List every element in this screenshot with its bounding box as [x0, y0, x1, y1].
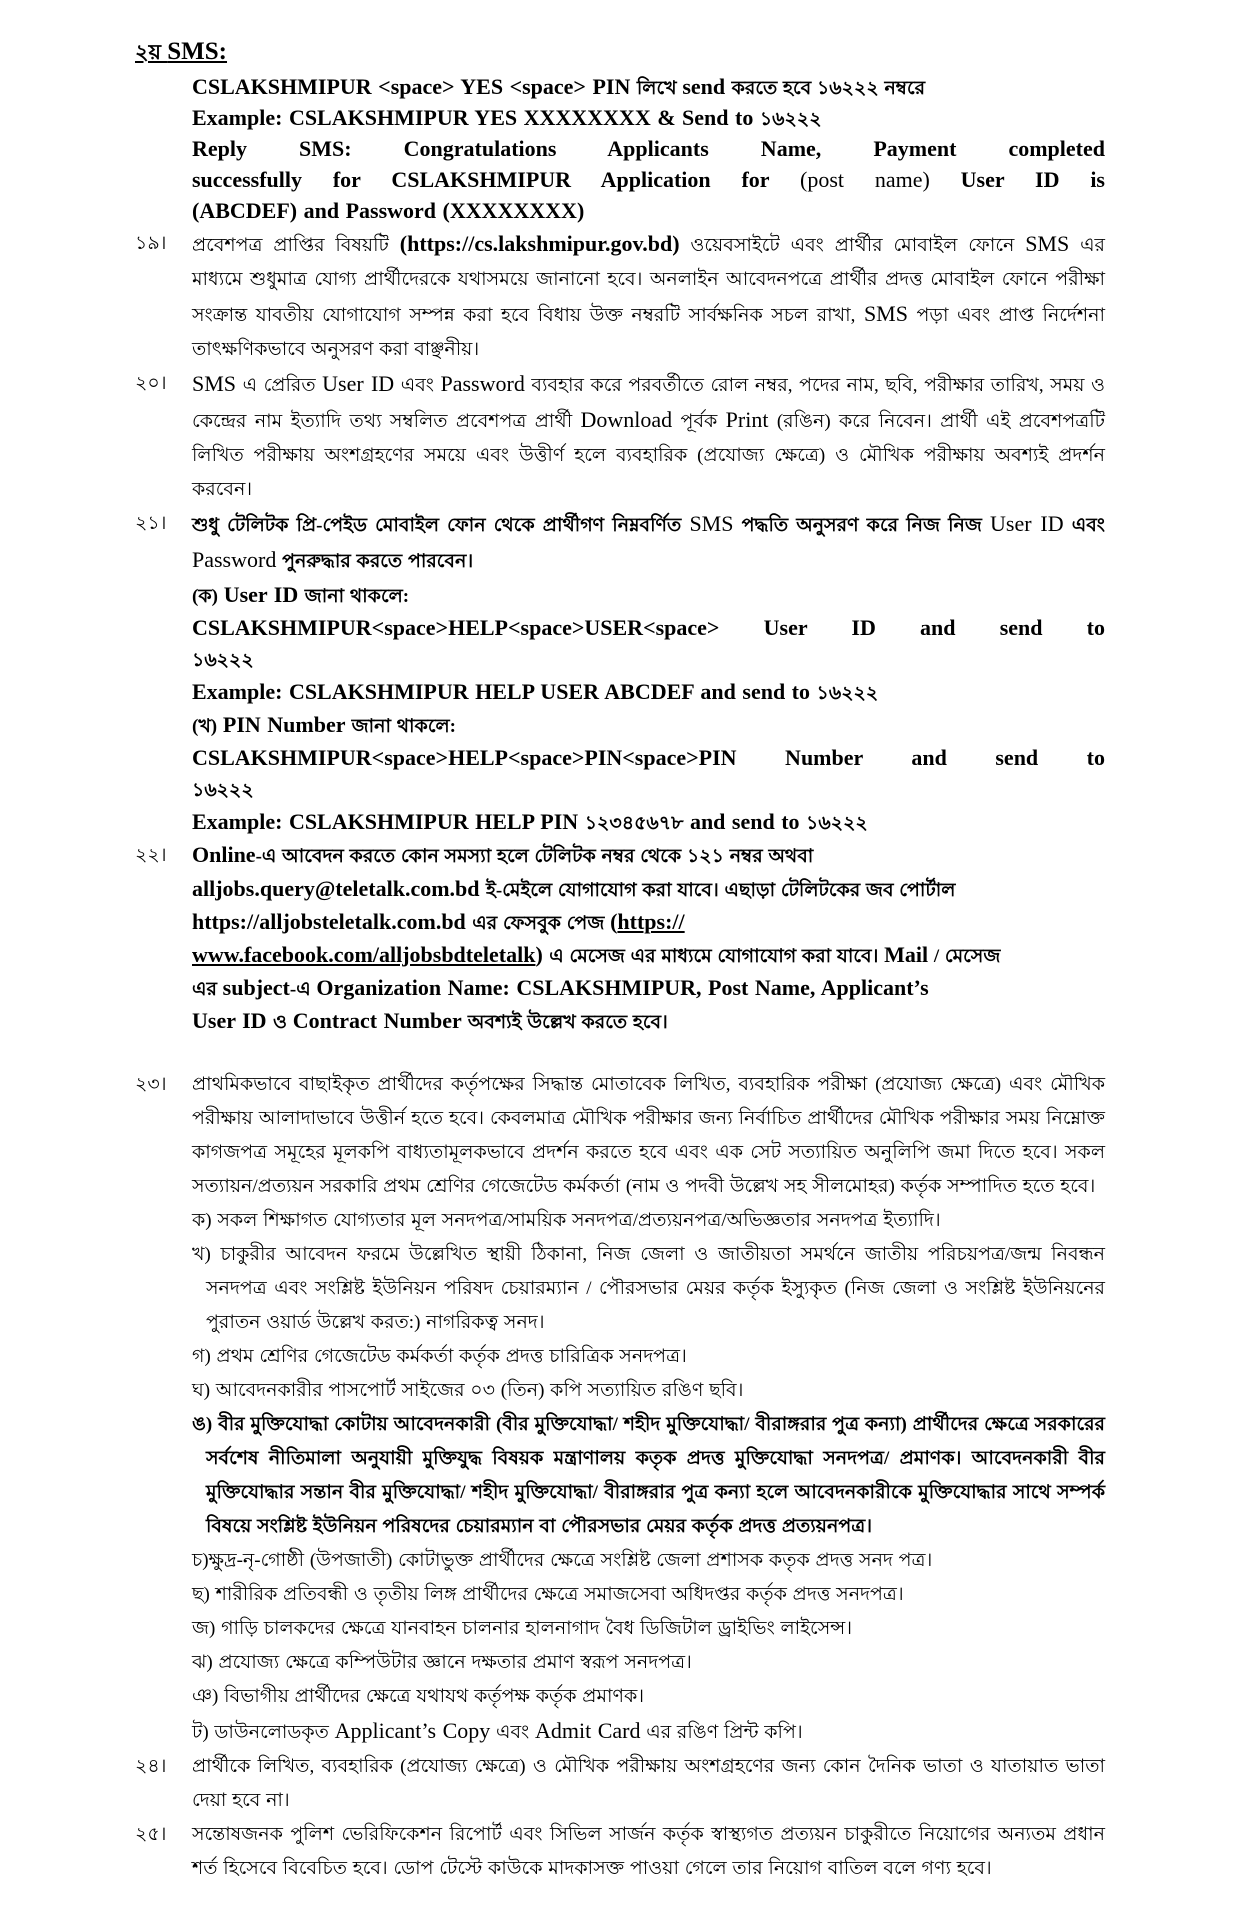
bangla-text: ১৬২২২ — [806, 813, 868, 834]
bangla-text: পড়া এবং প্রাপ্ত নির্দেশনা তাৎক্ষণিকভাবে অনুসরণ করা বাঞ্ছনীয়। — [192, 305, 1105, 360]
bangla-text: ঞ) বিভাগীয় প্রার্থীদের ক্ষেত্রে যথাযথ কর্তৃপক্ষ কর্তৃক প্রমাণক। — [192, 1686, 645, 1707]
bangla-text: ক) সকল শিক্ষাগত যোগ্যতার মূল সনদপত্র/সাময়িক সনদপত্র/প্রত্যয়নপত্র/অভিজ্ঞতার সনদপত্র ইত্যাদি। — [192, 1210, 941, 1231]
item-text — [192, 1068, 1105, 1204]
latin-text: (https://cs.lakshmipur.gov.bd) — [399, 231, 680, 256]
list-item-23-ka — [135, 1204, 1105, 1238]
item-text — [192, 839, 1105, 872]
item-text — [192, 579, 1105, 612]
list-item-22-line — [135, 906, 1105, 939]
bangla-text: পদ্ধতি অনুসরণ করে নিজ নিজ — [733, 515, 990, 536]
item-text — [192, 742, 1105, 775]
bangla-text: পূর্বক — [672, 411, 726, 432]
item-text — [192, 972, 1105, 1005]
item-text — [192, 873, 1105, 906]
bangla-text: জানা থাকলে: — [304, 586, 410, 607]
item-text — [192, 367, 1105, 507]
reply-sms-line — [135, 196, 1105, 227]
item-text — [192, 1238, 1105, 1340]
latin-text: alljobs.query@teletalk.com.bd — [192, 876, 487, 901]
bangla-text: -এ — [289, 979, 317, 1000]
bangla-text: জানা থাকলে: — [351, 716, 456, 737]
latin-text: (post name) — [800, 167, 961, 192]
bangla-text: ঘ) আবেদনকারীর পাসপোর্ট সাইজের ০৩ (তিন) কপি সত্যায়িত রঙিণ ছবি। — [192, 1380, 744, 1401]
bangla-text: প্রবেশপত্র প্রাপ্তির বিষয়টি — [192, 235, 400, 256]
latin-text: Organization Name: CSLAKSHMIPUR, Post Name, Applicant’s — [316, 975, 929, 1000]
item-text — [192, 1204, 1105, 1238]
list-item-23-uma — [135, 1408, 1105, 1544]
bangla-text: / মেসেজ — [928, 946, 1001, 967]
bangla-text: এর — [192, 979, 223, 1000]
item-text — [135, 34, 1105, 72]
bangla-text: সন্তোষজনক পুলিশ ভেরিফিকেশন রিপোর্ট এবং সিভিল সার্জন কর্তৃক স্বাস্থ্যগত প্রত্যয়ন চাকুরীতে নিয়োগের অন্যতম প্রধান শর্ত হিসেবে বিবেচিত হবে। ডোপ টেস্টে কাউকে মাদকাসক্ত পাওয়া গেলে তার নিয়োগ বাতিল বলে গণ্য হবে। — [192, 1824, 1105, 1879]
latin-text: successfully for CSLAKSHMIPUR Application for — [192, 167, 801, 192]
bangla-text: (খ) — [192, 716, 223, 737]
bangla-text: এর মাধ্যমে শুধুমাত্র যোগ্য প্রার্থীদেরকে যথাসময়ে জানানো হবে। অনলাইন আবেদনপত্রে প্রার্থীর প্রদত্ত মোবাইল ফোনে পরীক্ষা সংক্রান্ত যাবতীয় যোগাযোগ সম্পন্ন করা হবে বিধায় উক্ত নম্বরটি সার্বক্ষনিক সচল রাখা, — [192, 235, 1106, 326]
bangla-text: জ) গাড়ি চালকদের ক্ষেত্রে যানবাহন চালনার হালনাগাদ বৈধ ডিজিটাল ড্রাইভিং লাইসেন্স। — [192, 1618, 852, 1639]
latin-text: Print — [725, 407, 769, 432]
list-item-23-chha — [135, 1578, 1105, 1612]
list-item-21-example-pin — [135, 806, 1105, 839]
bangla-text: শুধু টেলিটক প্রি-পেইড মোবাইল ফোন থেকে প্রার্থীগণ নিম্নবর্ণিত — [192, 515, 690, 536]
bangla-text: (ক) — [192, 586, 224, 607]
bangla-text: ২য় — [135, 40, 168, 64]
list-item-20 — [135, 367, 1105, 507]
list-item-21 — [135, 507, 1105, 579]
bangla-text: এবং — [394, 375, 441, 396]
list-item-21-help-pin-number — [135, 775, 1105, 806]
list-item-23-ga — [135, 1340, 1105, 1374]
latin-text: SMS — [689, 511, 734, 536]
bangla-text: খ) চাকুরীর আবেদন ফরমে উল্লেখিত স্থায়ী ঠিকানা, নিজ জেলা ও জাতীয়তা সমর্থনে জাতীয় পরিচয়পত্র/জন্ম নিবন্ধন সনদপত্র এবং সংশ্লিষ্ট ইউনিয়ন পরিষদ চেয়ারম্যান / পৌরসভার মেয়র কর্তৃক ইস্যুকৃত (নিজ জেলা ও সংশ্লিষ্ট ইউনিয়নের পুরাতন ওয়ার্ড উল্লেখ করত:) নাগরিকত্ব সনদ। — [192, 1244, 1105, 1333]
bangla-text: ছ) শারীরিক প্রতিবন্ধী ও তৃতীয় লিঙ্গ প্রার্থীদের ক্ষেত্রে সমাজসেবা অধিদপ্তর কর্তৃক প্রদত্ত সনদপত্র। — [192, 1584, 904, 1605]
bangla-text: ও — [273, 1012, 293, 1033]
item-text — [192, 1544, 1105, 1578]
latin-text: Password — [440, 371, 525, 396]
list-item-23-nya — [135, 1680, 1105, 1714]
list-item-21-help-user-number — [135, 645, 1105, 676]
bangla-text: ১৬২২২ — [192, 650, 254, 671]
item-text — [192, 72, 1105, 103]
latin-text: Mail — [884, 942, 929, 967]
bangla-text: ঝ) প্রযোজ্য ক্ষেত্রে কম্পিউটার জ্ঞানে দক্ষতার প্রমাণ স্বরূপ সনদপত্র। — [192, 1652, 692, 1673]
item-text — [192, 1714, 1105, 1750]
latin-text: Example: CSLAKSHMIPUR HELP PIN — [192, 809, 585, 834]
bangla-text: এ প্রেরিত — [236, 375, 323, 396]
list-item-23-cha — [135, 1544, 1105, 1578]
list-item-21-ka — [135, 579, 1105, 612]
list-item-21-example-user — [135, 676, 1105, 709]
item-number: ২৪। — [135, 1756, 167, 1777]
item-text — [192, 906, 1105, 939]
item-text — [192, 806, 1105, 839]
bangla-text: এর ফেসবুক পেজ — [472, 913, 611, 934]
item-text — [192, 939, 1105, 972]
list-item-21-help-pin — [135, 742, 1105, 775]
bangla-text: করতে হবে ১৬২২২ নম্বরে — [731, 78, 926, 99]
list-item-22-line — [135, 939, 1105, 972]
latin-text: Download — [580, 407, 673, 432]
latin-text: User ID is — [960, 167, 1105, 192]
latin-text: Contract Number — [292, 1008, 468, 1033]
item-number: ১৯। — [135, 233, 167, 254]
sms-instruction-line — [135, 72, 1105, 103]
item-number: ২০। — [135, 373, 167, 394]
item-text — [192, 612, 1105, 645]
bangla-text: ঙ) বীর মুক্তিযোদ্ধা কোটায় আবেদনকারী (বীর মুক্তিযোদ্ধা/ শহীদ মুক্তিযোদ্ধা/ বীরাঙ্গরার পুত্র কন্যা) প্রার্থীদের ক্ষেত্রে সরকারের সর্বশেষ নীতিমালা অনুযায়ী মুক্তিযুদ্ধ বিষয়ক মন্ত্রাণালয় কতৃক প্রদত্ত মুক্তিযোদ্ধা সনদপত্র/ প্রমাণক। আবেদনকারী বীর মুক্তিযোদ্ধার সন্তান বীর মুক্তিযোদ্ধা/ শহীদ মুক্তিযোদ্ধা/ বীরাঙ্গরার পুত্র কন্যা হলে আবেদনকারীকে মুক্তিযোদ্ধার সাথে সম্পর্ক বিষয়ে সংশ্লিষ্ট ইউনিয়ন পরিষদের চেয়ারম্যান বা পৌরসভার মেয়র কর্তৃক প্রদত্ত প্রত্যয়নপত্র। — [192, 1414, 1105, 1537]
latin-text: User ID — [322, 371, 395, 396]
latin-text: SMS — [1025, 231, 1070, 256]
section-heading — [135, 34, 1105, 72]
item-text — [192, 1818, 1105, 1886]
item-number: ২১। — [135, 513, 167, 534]
latin-text: User ID — [192, 1008, 274, 1033]
item-text — [192, 645, 1105, 676]
list-item-22-line — [135, 873, 1105, 906]
sms-example-line — [135, 103, 1105, 134]
item-text — [192, 676, 1105, 709]
item-text — [192, 1005, 1105, 1038]
list-item-23-jha — [135, 1646, 1105, 1680]
list-item-25 — [135, 1818, 1105, 1886]
bangla-text: ওয়েবসাইটে এবং প্রার্থীর মোবাইল ফোনে — [679, 235, 1026, 256]
list-item-23 — [135, 1068, 1105, 1204]
bangla-text: ট) ডাউনলোডকৃত — [192, 1722, 335, 1743]
bangla-text: গ) প্রথম শ্রেণির গেজেটেড কর্মকর্তা কর্তৃক প্রদত্ত চারিত্রিক সনদপত্র। — [192, 1346, 687, 1367]
item-text — [192, 775, 1105, 806]
item-text — [192, 1578, 1105, 1612]
bangla-text: ব্যবহার করে পরবর্তীতে রোল নম্বর, পদের নাম, ছবি, পরীক্ষার তারিখ, সময় ও কেন্দ্রের নাম ইত্যাদি তথ্য সম্বলিত প্রবেশপত্র প্রার্থী — [192, 375, 1105, 432]
item-text — [192, 1680, 1105, 1714]
latin-text: (ABCDEF) and Password (XXXXXXXX) — [192, 198, 585, 223]
latin-text: www.facebook.com/alljobsbdteletalk — [192, 942, 536, 967]
list-item-23-ja — [135, 1612, 1105, 1646]
latin-text: ( — [610, 909, 618, 934]
item-text — [192, 103, 1105, 134]
item-text — [192, 1340, 1105, 1374]
latin-text: Example: CSLAKSHMIPUR YES XXXXXXXX & Send to — [192, 105, 760, 130]
bangla-text: প্রাথমিকভাবে বাছাইকৃত প্রার্থীদের কর্তৃপক্ষের সিদ্ধান্ত মোতাবেক লিখিত, ব্যবহারিক পরীক্ষা (প্রযোজ্য ক্ষেত্রে) এবং মৌখিক পরীক্ষায় আলাদাভাবে উত্তীর্ন হতে হবে। কেবলমাত্র মৌখিক পরীক্ষার জন্য নির্বাচিত প্রার্থীদের মৌখিক পরীক্ষার সময় নিম্নোক্ত কাগজপত্র সমূহের মূলকপি বাধ্যতামূলকভাবে প্রদর্শন করতে হবে এবং এক সেট সত্যায়িত অনুলিপি জমা দিতে হবে। সকল সত্যায়ন/প্রত্যয়ন সরকারি প্রথম শ্রেণির গেজেটেড কর্মকর্তা (নাম ও পদবী উল্লেখ সহ সীলমোহর) কর্তৃক সম্পাদিত হতে হবে। — [192, 1074, 1105, 1197]
item-text — [192, 227, 1105, 367]
latin-text: ) — [535, 942, 550, 967]
bangla-text: এবং — [490, 1722, 535, 1743]
bangla-text: এ মেসেজ এর মাধ্যমে যোগাযোগ করা যাবে। — [549, 946, 885, 967]
item-text — [192, 1374, 1105, 1408]
latin-text: Admit Card — [534, 1718, 641, 1743]
list-item-22-line — [135, 972, 1105, 1005]
item-text — [192, 1612, 1105, 1646]
latin-text: Reply SMS: Congratulations Applicants Name, Payment completed — [192, 136, 1105, 161]
bangla-text: (রঙিন) করে নিবেন। প্রার্থী এই প্রবেশপত্রটি লিখিত পরীক্ষায় অংশগ্রহণের সময়ে এবং উত্তীর্ণ হলে ব্যবহারিক (প্রযোজ্য ক্ষেত্রে) ও মৌখিক পরীক্ষায় অবশ্যই প্রদর্শন করবেন। — [192, 411, 1105, 500]
list-item-21-kha — [135, 709, 1105, 742]
list-item-19 — [135, 227, 1105, 367]
bangla-text: ই-মেইলে যোগাযোগ করা যাবে। এছাড়া টেলিটকের জব পোর্টাল — [486, 880, 956, 901]
latin-text: https:// — [617, 909, 685, 934]
reply-sms-line — [135, 134, 1105, 165]
latin-text: User ID — [223, 582, 305, 607]
bangla-text: ১৬২২২ — [192, 780, 254, 801]
bangla-text: ১২৩৪৫৬৭৮ — [584, 813, 684, 834]
list-item-22 — [135, 839, 1105, 873]
bangla-text: ১৬২২২ — [816, 683, 879, 704]
bangla-text: পুনরুদ্ধার করতে পারবেন। — [276, 551, 474, 572]
latin-text: Example: CSLAKSHMIPUR HELP USER ABCDEF and send to — [192, 679, 817, 704]
list-item-23-ta — [135, 1714, 1105, 1750]
latin-text: Password — [192, 547, 277, 572]
item-number: ২২। — [135, 845, 167, 866]
item-text — [192, 1408, 1105, 1544]
latin-text: send — [682, 74, 732, 99]
item-number: ২৩। — [135, 1074, 167, 1095]
item-text — [192, 1646, 1105, 1680]
latin-text: CSLAKSHMIPUR <space> YES <space> PIN — [192, 74, 637, 99]
latin-text: SMS: — [167, 38, 228, 65]
item-number: ২৫। — [135, 1824, 167, 1845]
bangla-text: এর রঙিণ প্রিন্ট কপি। — [640, 1722, 803, 1743]
latin-text: SMS — [863, 301, 908, 326]
list-item-23-kha — [135, 1238, 1105, 1340]
latin-text: https://alljobsteletalk.com.bd — [192, 909, 473, 934]
item-text — [192, 196, 1105, 227]
list-item-23-gha — [135, 1374, 1105, 1408]
reply-sms-line — [135, 165, 1105, 196]
bangla-text: এবং — [1063, 515, 1105, 536]
list-item-24 — [135, 1750, 1105, 1818]
latin-text: and send to — [683, 809, 807, 834]
latin-text: Applicant’s Copy — [334, 1718, 491, 1743]
item-text — [192, 507, 1105, 579]
latin-text: User ID — [990, 511, 1064, 536]
bangla-text: লিখে — [636, 78, 683, 99]
latin-text: CSLAKSHMIPUR<space>HELP<space>USER<space> User ID and send to — [192, 615, 1105, 640]
item-text — [192, 165, 1105, 196]
document-body — [135, 34, 1105, 1886]
bangla-text: চ)ক্ষুদ্র-নৃ-গোষ্ঠী (উপজাতী) কোটাভুক্ত প্রার্থীদের ক্ষেত্রে সংশ্লিষ্ট জেলা প্রশাসক কতৃক প্রদত্ত সনদ পত্র। — [192, 1550, 933, 1571]
bangla-text: অবশ্যই উল্লেখ করতে হবে। — [467, 1012, 668, 1033]
latin-text: CSLAKSHMIPUR<space>HELP<space>PIN<space>PIN Number and send to — [192, 745, 1105, 770]
latin-text: PIN Number — [222, 712, 352, 737]
latin-text: SMS — [192, 371, 237, 396]
item-text — [192, 1750, 1105, 1818]
latin-text: Online — [192, 842, 256, 867]
bangla-text: -এ আবেদন করতে কোন সমস্যা হলে টেলিটক নম্বর থেকে ১২১ নম্বর অথবা — [255, 846, 814, 867]
bangla-text: প্রার্থীকে লিখিত, ব্যবহারিক (প্রযোজ্য ক্ষেত্রে) ও মৌখিক পরীক্ষায় অংশগ্রহণের জন্য কোন দৈনিক ভাতা ও যাতায়াত ভাতা দেয়া হবে না। — [192, 1756, 1105, 1811]
list-item-22-line — [135, 1005, 1105, 1038]
item-text — [192, 709, 1105, 742]
item-text — [192, 134, 1105, 165]
latin-text: subject — [222, 975, 290, 1000]
bangla-text: ১৬২২২ — [759, 109, 822, 130]
list-item-21-help-user — [135, 612, 1105, 645]
